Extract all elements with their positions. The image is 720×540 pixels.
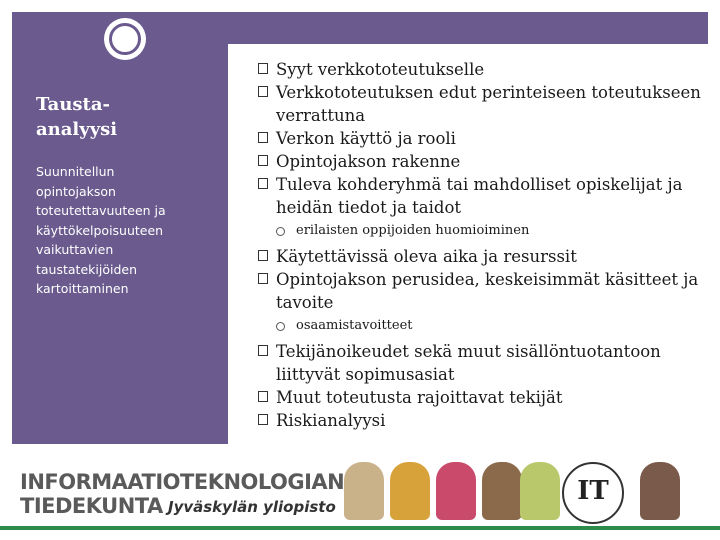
ring-bullet-icon — [276, 227, 285, 236]
circle-ornament-icon — [104, 18, 146, 60]
people-photo-image — [640, 462, 680, 520]
university-name: Jyväskylän yliopisto — [168, 498, 336, 516]
checkbox-bullet-icon — [258, 86, 268, 97]
list-item: Verkkototeutuksen edut perinteiseen toteutukseen verrattuna — [258, 81, 708, 127]
checkbox-bullet-icon — [258, 345, 268, 356]
faculty-seal-logo: IT — [562, 462, 624, 524]
faculty-logo-line2: TIEDEKUNTA — [20, 494, 163, 518]
sub-list-item: erilaisten oppijoiden huomioiminen — [258, 222, 708, 240]
people-photo-image — [482, 462, 522, 520]
checkbox-bullet-icon — [258, 178, 268, 189]
checkbox-bullet-icon — [258, 273, 268, 284]
checkbox-bullet-icon — [258, 250, 268, 261]
list-item: Tekijänoikeudet sekä muut sisällöntuotantoon liittyvät sopimusasiat — [258, 340, 708, 386]
list-item: Verkon käyttö ja rooli — [258, 127, 708, 150]
bullet-list — [258, 58, 708, 432]
list-item: Syyt verkkototeutukselle — [258, 58, 708, 81]
sidebar-description: Suunnitellun opintojakson toteutettavuuteen ja käyttökelpoisuuteen vaikuttavien taustatekijöiden kartoittaminen — [36, 164, 166, 296]
people-photo-image — [344, 462, 384, 520]
list-item: Opintojakson perusidea, keskeisimmät käsitteet ja tavoite — [258, 268, 708, 314]
list-item: Muut toteutusta rajoittavat tekijät — [258, 386, 708, 409]
sidebar-title: Tausta- analyysi — [36, 94, 118, 140]
list-item: Tuleva kohderyhmä tai mahdolliset opiskelijat ja heidän tiedot ja taidot — [258, 173, 708, 219]
list-item: Käytettävissä oleva aika ja resurssit — [258, 245, 708, 268]
faculty-logo-line1: INFORMAATIOTEKNOLOGIAN — [20, 470, 345, 494]
list-item: Riskianalyysi — [258, 409, 708, 432]
checkbox-bullet-icon — [258, 132, 268, 143]
people-photo-image — [520, 462, 560, 520]
footer-green-rule — [0, 526, 720, 530]
checkbox-bullet-icon — [258, 414, 268, 425]
checkbox-bullet-icon — [258, 63, 268, 74]
sub-list-item: osaamistavoitteet — [258, 317, 708, 335]
checkbox-bullet-icon — [258, 391, 268, 402]
people-photo-image — [390, 462, 430, 520]
ring-bullet-icon — [276, 322, 285, 331]
checkbox-bullet-icon — [258, 155, 268, 166]
list-item: Opintojakson rakenne — [258, 150, 708, 173]
people-photo-image — [436, 462, 476, 520]
